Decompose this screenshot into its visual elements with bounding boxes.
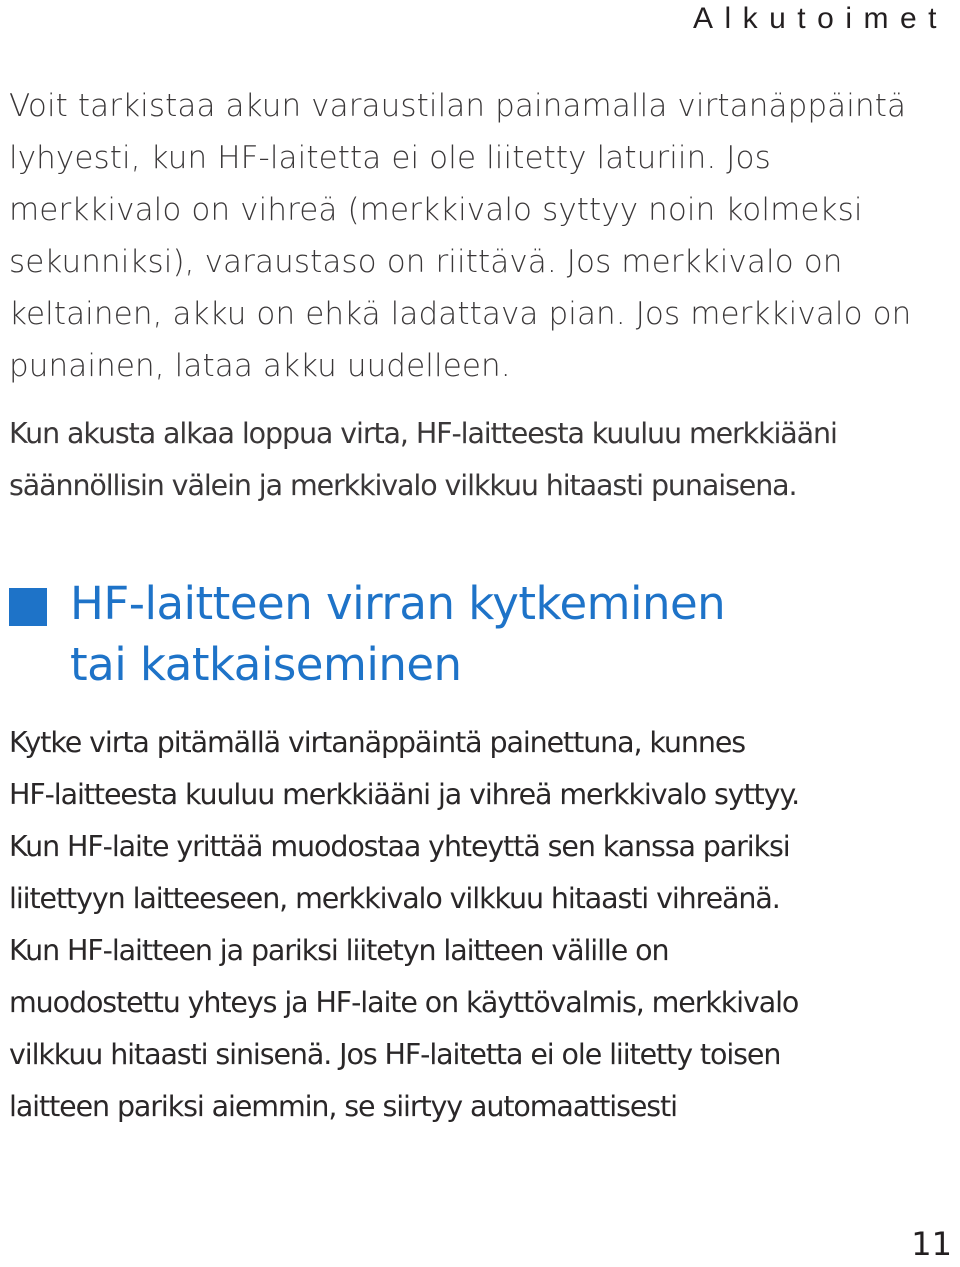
running-header: Alkutoimet [692, 2, 948, 35]
text-line: Kun HF-laitteen ja pariksi liitetyn laitteen välille on [9, 934, 669, 967]
text-line: lyhyesti, kun HF-laitetta ei ole liitetty laturiin. Jos [9, 140, 771, 176]
text-line: keltainen, akku on ehkä ladattava pian. Jos merkkivalo on [9, 296, 912, 332]
text-line: säännöllisin välein ja merkkivalo vilkkuu hitaasti punaisena. [9, 469, 797, 502]
power-on-paragraph [9, 717, 799, 1133]
text-line: Kun HF-laite yrittää muodostaa yhteyttä sen kanssa pariksi [9, 830, 790, 863]
heading-line: HF-laitteen virran kytkeminen [70, 577, 726, 630]
section-heading [9, 573, 725, 695]
text-line: liitettyyn laitteeseen, merkkivalo vilkkuu hitaasti vihreänä. [9, 882, 780, 915]
section-square-icon [9, 588, 47, 626]
text-line: HF-laitteesta kuuluu merkkiääni ja vihreä merkkivalo syttyy. [9, 778, 800, 811]
text-line: Kytke virta pitämällä virtanäppäintä painettuna, kunnes [9, 726, 745, 759]
text-line: laitteen pariksi aiemmin, se siirtyy automaattisesti [9, 1090, 677, 1123]
text-line: Voit tarkistaa akun varaustilan painamalla virtanäppäintä [9, 88, 907, 124]
heading-line: tai katkaiseminen [70, 638, 462, 691]
text-line: sekunniksi), varaustaso on riittävä. Jos merkkivalo on [9, 244, 843, 280]
text-line: vilkkuu hitaasti sinisenä. Jos HF-laitetta ei ole liitetty toisen [9, 1038, 781, 1071]
low-battery-paragraph [9, 408, 837, 512]
battery-check-paragraph [9, 80, 911, 392]
text-line: merkkivalo on vihreä (merkkivalo syttyy noin kolmeksi [9, 192, 863, 228]
page-number: 11 [911, 1225, 952, 1263]
text-line: Kun akusta alkaa loppua virta, HF-laitteesta kuuluu merkkiääni [9, 417, 837, 450]
text-line: muodostettu yhteys ja HF-laite on käyttövalmis, merkkivalo [9, 986, 799, 1019]
text-line: punainen, lataa akku uudelleen. [9, 348, 511, 384]
